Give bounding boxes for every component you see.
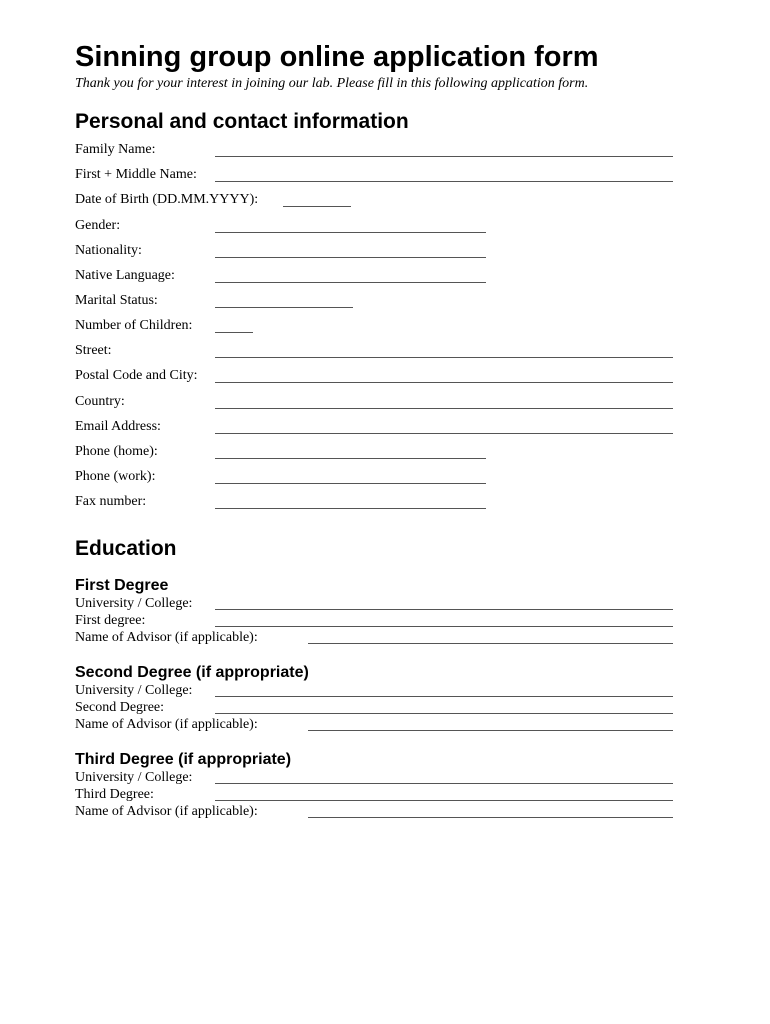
page-title: Sinning group online application form <box>75 41 599 73</box>
second-degree-input[interactable] <box>215 713 673 714</box>
third-university-input[interactable] <box>215 783 673 784</box>
third-degree-label: Third Degree: <box>75 787 154 802</box>
second-degree-label: Second Degree: <box>75 700 165 715</box>
email-address-input[interactable] <box>215 433 673 434</box>
gender-input[interactable] <box>215 232 486 233</box>
postal-code-city-input[interactable] <box>215 382 673 383</box>
first-university-label: University / College: <box>75 596 193 611</box>
street-label: Street: <box>75 343 112 358</box>
nationality-label: Nationality: <box>75 243 142 258</box>
postal-code-city-label: Postal Code and City: <box>75 368 198 383</box>
personal-section-heading: Personal and contact information <box>75 110 409 133</box>
marital-status-input[interactable] <box>215 307 353 308</box>
fax-number-input[interactable] <box>215 508 486 509</box>
page-subtitle: Thank you for your interest in joining our lab. Please fill in this following application form. <box>75 76 589 91</box>
third-advisor-input[interactable] <box>308 817 673 818</box>
phone-work-label: Phone (work): <box>75 469 156 484</box>
education-section-heading: Education <box>75 537 177 560</box>
gender-label: Gender: <box>75 218 121 233</box>
phone-home-label: Phone (home): <box>75 444 158 459</box>
marital-status-label: Marital Status: <box>75 293 158 308</box>
country-label: Country: <box>75 394 125 409</box>
second-degree-heading: Second Degree (if appropriate) <box>75 664 309 681</box>
native-language-label: Native Language: <box>75 268 175 283</box>
first-advisor-label: Name of Advisor (if applicable): <box>75 630 258 645</box>
first-university-input[interactable] <box>215 609 673 610</box>
second-advisor-label: Name of Advisor (if applicable): <box>75 717 258 732</box>
date-of-birth-input[interactable] <box>283 206 351 207</box>
date-of-birth-label: Date of Birth (DD.MM.YYYY): <box>75 192 259 207</box>
nationality-input[interactable] <box>215 257 486 258</box>
family-name-input[interactable] <box>215 156 673 157</box>
native-language-input[interactable] <box>215 282 486 283</box>
number-of-children-input[interactable] <box>215 332 253 333</box>
family-name-label: Family Name: <box>75 142 156 157</box>
first-advisor-input[interactable] <box>308 643 673 644</box>
second-university-label: University / College: <box>75 683 193 698</box>
third-degree-input[interactable] <box>215 800 673 801</box>
first-degree-input[interactable] <box>215 626 673 627</box>
number-of-children-label: Number of Children: <box>75 318 193 333</box>
street-input[interactable] <box>215 357 673 358</box>
third-advisor-label: Name of Advisor (if applicable): <box>75 804 258 819</box>
second-advisor-input[interactable] <box>308 730 673 731</box>
phone-work-input[interactable] <box>215 483 486 484</box>
first-degree-label: First degree: <box>75 613 146 628</box>
first-degree-heading: First Degree <box>75 577 169 594</box>
fax-number-label: Fax number: <box>75 494 147 509</box>
email-address-label: Email Address: <box>75 419 161 434</box>
phone-home-input[interactable] <box>215 458 486 459</box>
first-middle-name-input[interactable] <box>215 181 673 182</box>
country-input[interactable] <box>215 408 673 409</box>
third-degree-heading: Third Degree (if appropriate) <box>75 751 292 768</box>
second-university-input[interactable] <box>215 696 673 697</box>
third-university-label: University / College: <box>75 770 193 785</box>
first-middle-name-label: First + Middle Name: <box>75 167 197 182</box>
